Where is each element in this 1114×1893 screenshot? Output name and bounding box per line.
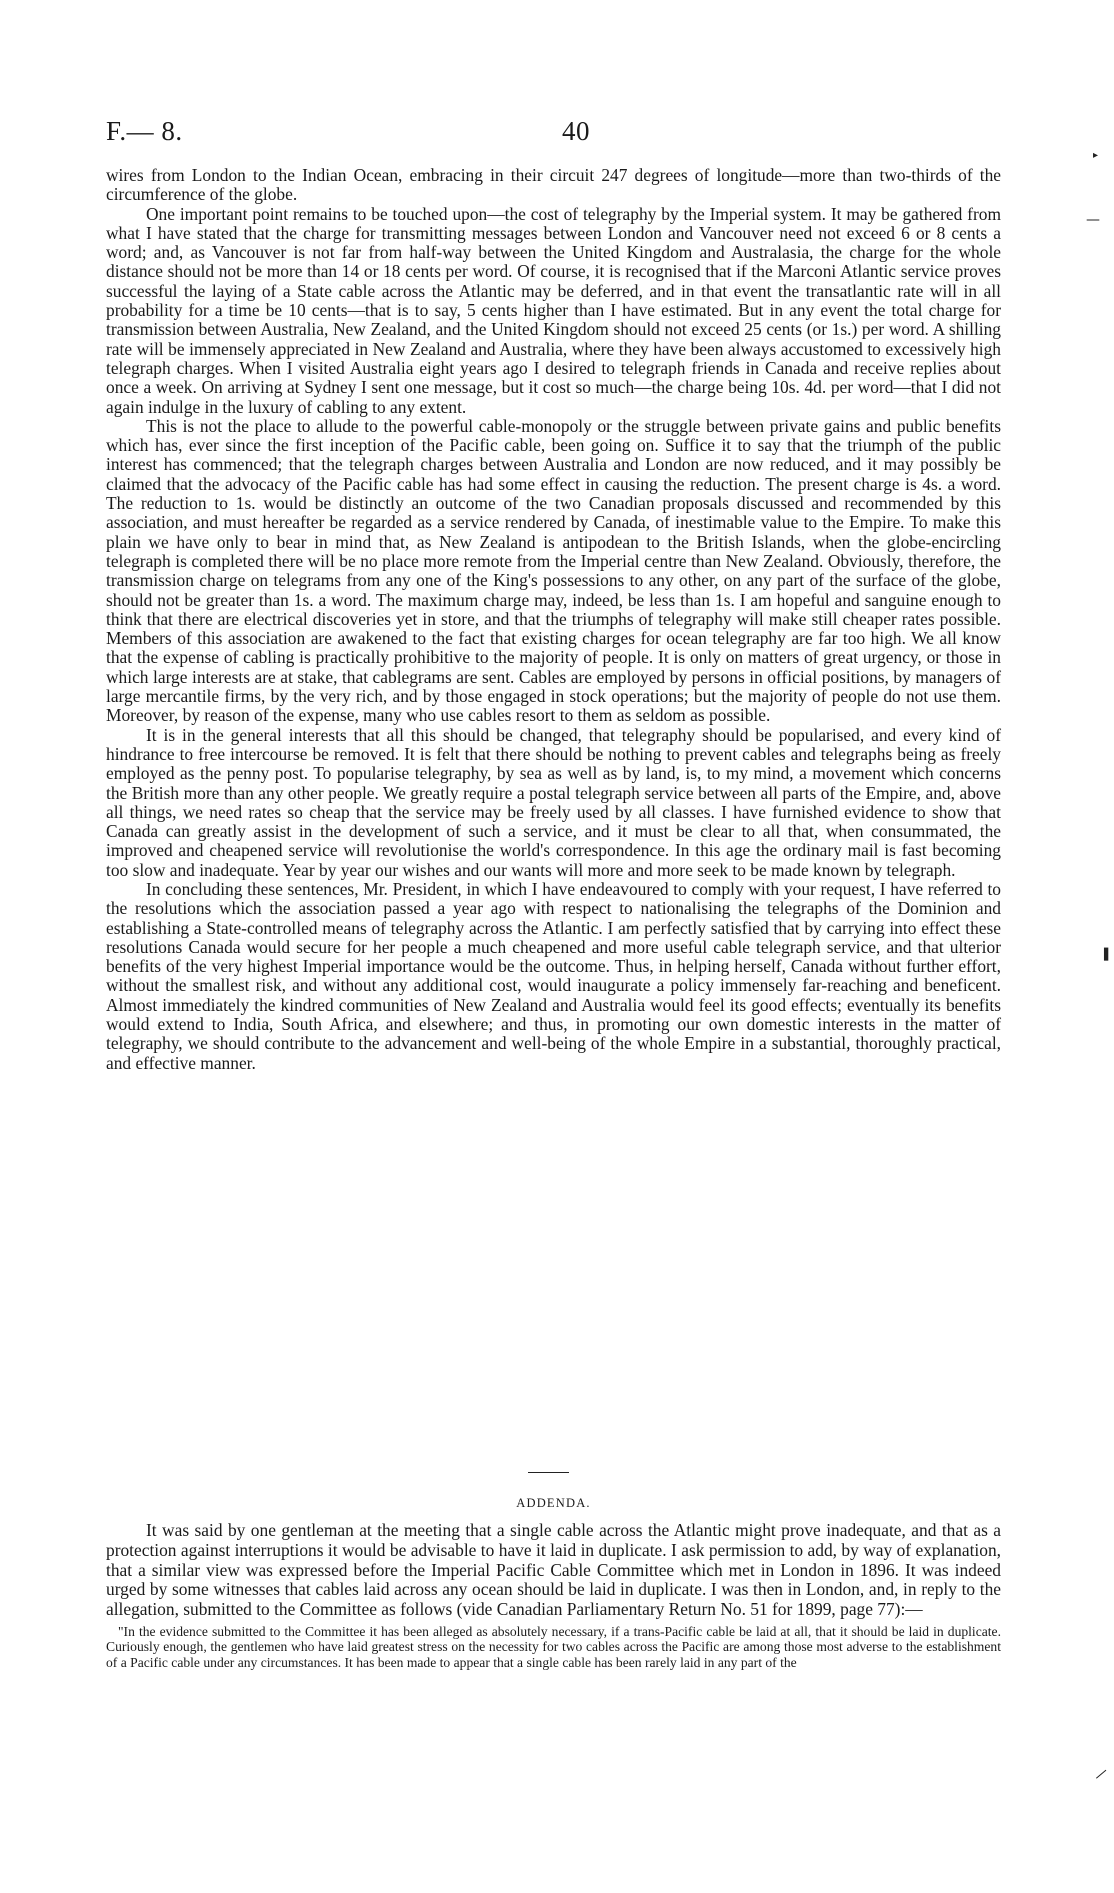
addenda-section [106, 1521, 1001, 1670]
margin-mark-icon: ▸ [1093, 150, 1099, 161]
paragraph: wires from London to the Indian Ocean, embracing in their circuit 247 degrees of longitude—more than two-thirds of the circumference of the globe. [106, 165, 1001, 205]
margin-dash-icon: — [1090, 1763, 1112, 1785]
addenda-heading: ADDENDA. [516, 1496, 591, 1510]
paragraph: It is in the general interests that all this should be changed, that telegraphy should be popularised, and every kind of hindrance to free intercourse be removed. It is felt that there should be nothing to prevent cables and telegraphs being as freely employed as the penny post. To popularise telegraphy, by sea as well as by land, is, to my mind, a movement which concerns the British more than any other people. We greatly require a postal telegraph service between all parts of the Empire, and, above all things, we need rates so cheap that the service may be freely used by all classes. I have furnished evidence to show that Canada can greatly assist in the development of such a service, and it must be clear to all that, when consummated, the improved and cheapened service will revolutionise the world's correspondence. In this age the ordinary mail is fast becoming too slow and inadequate. Year by year our wishes and our wants will more and more seek to be made known by telegraph. [106, 724, 1001, 880]
section-divider [528, 1472, 569, 1473]
addenda-paragraph: It was said by one gentleman at the meeting that a single cable across the Atlantic might prove inadequate, and that as a protection against interruptions it would be advisable to have it laid in duplicate. I ask permission to add, by way of explanation, that a similar view was expressed before the Imperial Pacific Cable Committee which met in London in 1896. It was indeed urged by some witnesses that cables laid across any ocean should be laid in duplicate. I was then in London, and, in reply to the allegation, submitted to the Committee as follows (vide Canadian Parliamentary Return No. 51 for 1899, page 77):— [106, 1520, 1001, 1620]
paragraph: This is not the place to allude to the powerful cable-monopoly or the struggle between private gains and public benefits which has, ever since the first inception of the Pacific cable, been going on. Suffice it to say that the triumph of the public interest has commenced; that the telegraph charges between Australia and London are now reduced, and it may possibly be claimed that the advocacy of the Pacific cable has had some effect in causing the reduction. The present charge is 4s. a word. The reduction to 1s. would be distinctly an outcome of the two Canadian proposals discussed and recommended by this association, and must hereafter be regarded as a service rendered by Canada, of inestimable value to the Empire. To make this plain we have only to bear in mind that, as New Zealand is antipodean to the British Islands, when the globe-encircling telegraph is completed there will be no place more remote from the Imperial centre than New Zealand. Obviously, therefore, the transmission charge on telegrams from any one of the King's possessions to any other, on any part of the surface of the globe, should not be greater than 1s. a word. The maximum charge may, indeed, be less than 1s. I am hopeful and sanguine enough to think that there are electrical discoveries yet in store, and that the triumphs of telegraphy will make still cheaper rates possible. Members of this association are awakened to the fact that existing charges for ocean telegraphy are far too high. We all know that the expense of cabling is practically prohibitive to the majority of people. It is only on matters of great urgency, or those in which large interests are at stake, that cablegrams are sent. Cables are employed by persons in official positions, by managers of large mercantile firms, by the very rich, and by those engaged in stock operations; but the majority of people do not use them. Moreover, by reason of the expense, many who use cables resort to them as seldom as possible. [106, 415, 1001, 726]
margin-dash-icon: — [1086, 212, 1100, 228]
page-header [106, 108, 1006, 148]
body-text [106, 166, 1001, 1073]
page-number: 40 [562, 116, 590, 146]
paragraph: In concluding these sentences, Mr. President, in which I have endeavoured to comply with your request, I have referred to the resolutions which the association passed a year ago with respect to nationalising the telegraphs of the Dominion and establishing a State-controlled means of telegraphy across the Atlantic. I am perfectly satisfied that by carrying into effect these resolutions Canada would secure for her people a much cheapened and more useful cable telegraph service, and that ulterior benefits of the very highest Imperial importance would be the outcome. Thus, in helping herself, Canada without further effort, without the smallest risk, and without any additional cost, would inaugurate a policy immensely far-reaching and beneficent. Almost immediately the kindred communities of New Zealand and Australia would feel its good effects; eventually its benefits would extend to India, South Africa, and elsewhere; and thus, in promoting our own domestic interests in the matter of telegraphy, we should contribute to the advancement and well-being of the whole Empire in a substantial, thoroughly practical, and effective manner. [106, 878, 1001, 1073]
document-reference: F.— 8. [106, 116, 183, 146]
margin-mark-icon: ▌ [1104, 948, 1113, 961]
paragraph: One important point remains to be touched upon—the cost of telegraphy by the Imperial system. It may be gathered from what I have stated that the charge for transmitting messages between London and Vancouver need not exceed 6 or 8 cents a word; and, as Vancouver is not far from half-way between the United Kingdom and Australasia, the charge for the whole distance should not be more than 14 or 18 cents per word. Of course, it is recognised that if the Marconi Atlantic service proves successful the laying of a State cable across the Atlantic may be deferred, and in that event the transatlantic rate will in all probability for a time be 10 cents—that is to say, 5 cents higher than I have estimated. But in any event the total charge for transmission between Australia, New Zealand, and the United Kingdom should not exceed 25 cents (or 1s.) per word. A shilling rate will be immensely appreciated in New Zealand and Australia, where they have been always accustomed to excessively high telegraph charges. When I visited Australia eight years ago I desired to telegraph friends in Canada and receive replies about once a week. On arriving at Sydney I sent one message, but it cost so much—the charge being 10s. 4d. per word—that I did not again indulge in the luxury of cabling to any extent. [106, 203, 1001, 417]
addenda-quote: "In the evidence submitted to the Committee it has been alleged as absolutely necessary, if a trans-Pacific cable be laid at all, that it should be laid in duplicate. Curiously enough, the gentlemen who have laid greatest stress on the necessity for two cables across the Pacific are among those most adverse to the establishment of a Pacific cable under any circumstances. It has been made to appear that a single cable has been rarely laid in any part of the [106, 1623, 1001, 1670]
